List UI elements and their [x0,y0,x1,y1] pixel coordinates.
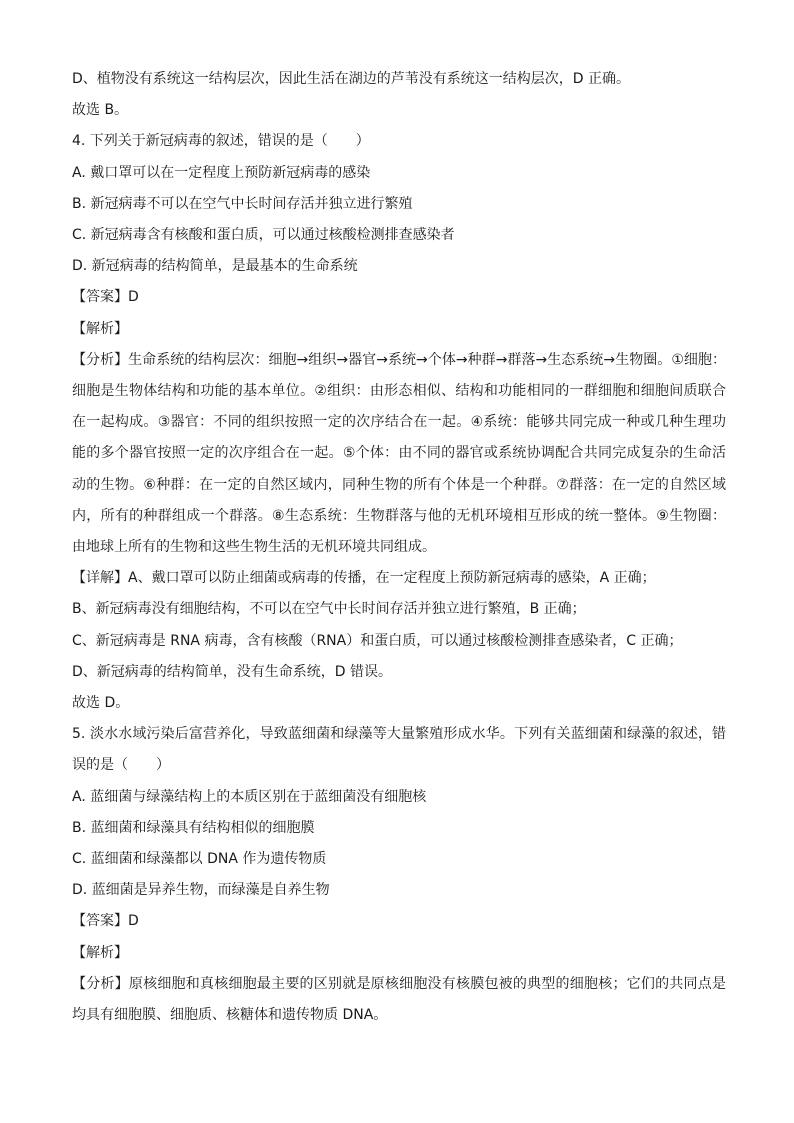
document-page [72,64,726,1031]
q4-analysis-fenxi: 【分析】生命系统的结构层次：细胞→组织→器官→系统→个体→种群→群落→生态系统→生物圈。①细胞：细胞是生物体结构和功能的基本单位。②组织：由形态相似、结构和功能相同的一群细胞和细胞间质联合在一起构成。③器官：不同的组织按照一定的次序结合在一起。④系统：能够共同完成一种或几种生理功能的多个器官按照一定的次序组合在一起。⑤个体：由不同的器官或系统协调配合共同完成复杂的生命活动的生物。⑥种群：在一定的自然区域内，同种生物的所有个体是一个种群。⑦群落：在一定的自然区域内，所有的种群组成一个群落。⑧生态系统：生物群落与他的无机环境相互形成的统一整体。⑨生物圈：由地球上所有的生物和这些生物生活的无机环境共同组成。 [72,351,726,556]
q5-option-b: B. 蓝细菌和绿藻具有结构相似的细胞膜 [72,819,315,836]
prev-choice-line: 故选 B。 [72,102,129,119]
q4-analysis-label: 【解析】 [72,320,128,337]
q4-stem: 4. 下列关于新冠病毒的叙述，错误的是（ ） [72,133,370,150]
q5-stem: 5. 淡水水域污染后富营养化，导致蓝细菌和绿藻等大量繁殖形成水华。下列有关蓝细菌和绿藻的叙述，错误的是（ ） [72,726,726,774]
q4-detail-b: B、新冠病毒没有细胞结构，不可以在空气中长时间存活并独立进行繁殖，B 正确； [72,601,586,618]
q4-detail-c: C、新冠病毒是 RNA 病毒，含有核酸（RNA）和蛋白质，可以通过核酸检测排查感染者，C 正确； [72,632,683,649]
q4-detail-d: D、新冠病毒的结构简单，没有生命系统，D 错误。 [72,663,393,680]
q4-answer: 【答案】D [72,289,139,306]
q5-analysis-label: 【解析】 [72,944,128,961]
q5-analysis-fenxi: 【分析】原核细胞和真核细胞最主要的区别就是原核细胞没有核膜包被的典型的细胞核；它们的共同点是均具有细胞膜、细胞质、核糖体和遗传物质 DNA。 [72,975,726,1024]
q4-choice-line: 故选 D。 [72,695,130,712]
q5-answer: 【答案】D [72,913,139,930]
q4-option-a: A. 戴口罩可以在一定程度上预防新冠病毒的感染 [72,164,371,181]
q4-detail-a: 【详解】A、戴口罩可以防止细菌或病毒的传播，在一定程度上预防新冠病毒的感染，A 正确； [72,570,656,587]
q4-option-c: C. 新冠病毒含有核酸和蛋白质，可以通过核酸检测排查感染者 [72,227,455,244]
q5-option-d: D. 蓝细菌是异养生物，而绿藻是自养生物 [72,882,330,899]
prev-option-d-explanation: D、植物没有系统这一结构层次，因此生活在湖边的芦苇没有系统这一结构层次，D 正确。 [72,71,631,87]
q5-option-a: A. 蓝细菌与绿藻结构上的本质区别在于蓝细菌没有细胞核 [72,788,427,805]
q4-option-b: B. 新冠病毒不可以在空气中长时间存活并独立进行繁殖 [72,195,413,212]
q4-option-d: D. 新冠病毒的结构简单，是最基本的生命系统 [72,258,358,275]
q5-option-c: C. 蓝细菌和绿藻都以 DNA 作为遗传物质 [72,851,327,868]
